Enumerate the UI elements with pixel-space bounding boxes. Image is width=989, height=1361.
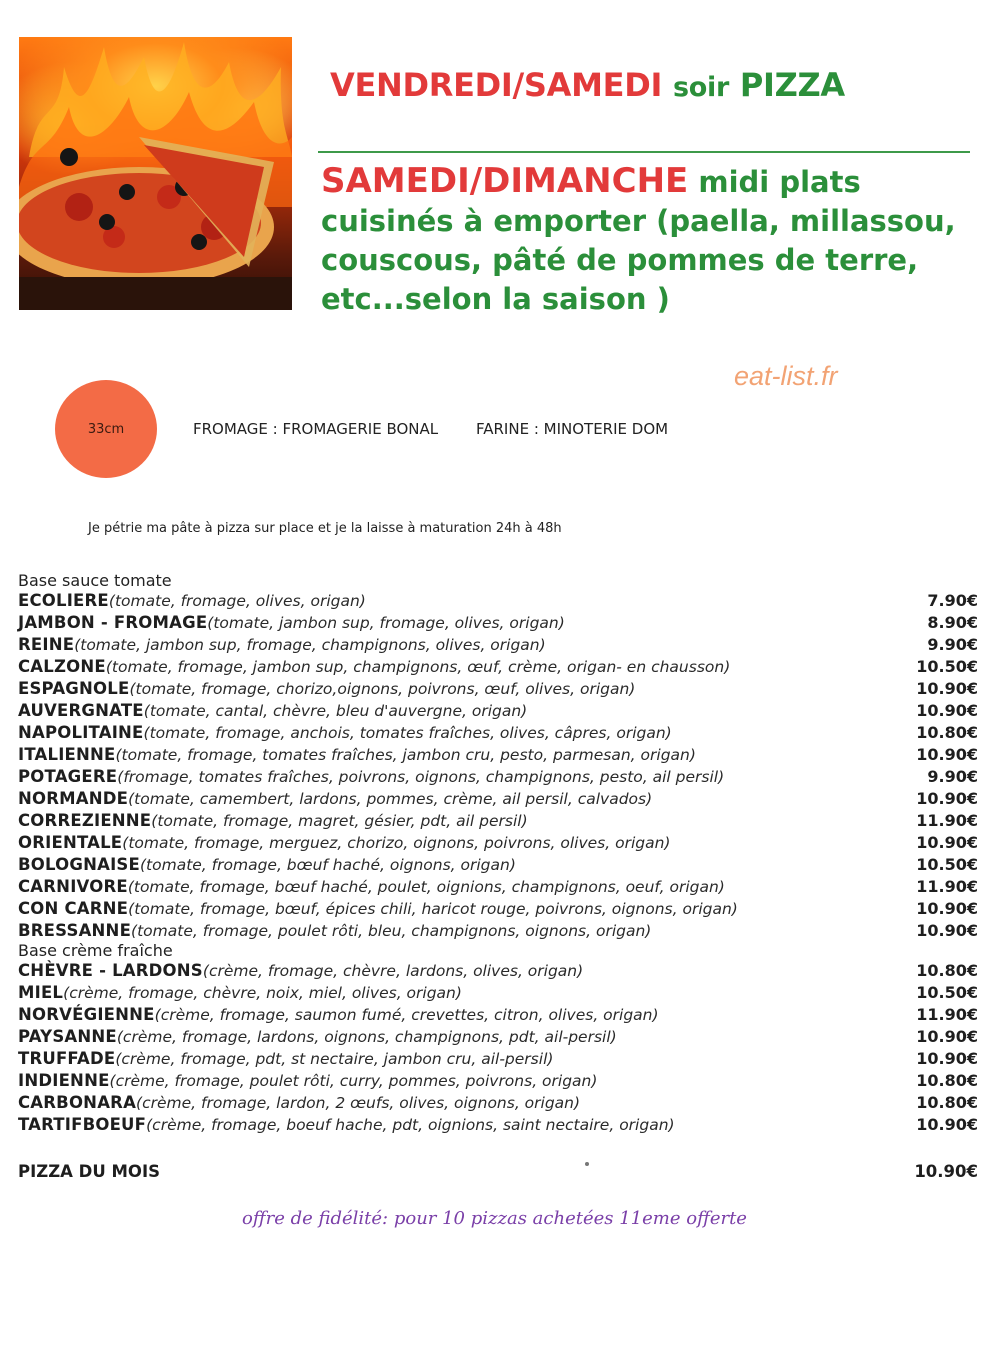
- menu-item-description: [18, 876, 725, 898]
- menu-item-description: [18, 854, 516, 876]
- pizza-ingredients: (crème, fromage, poulet rôti, curry, pommes, poivrons, origan): [109, 1072, 598, 1090]
- pizza-ingredients: (tomate, fromage, jambon sup, champignons, œuf, crème, origan- en chausson): [105, 658, 731, 676]
- pizza-ingredients: (tomate, fromage, magret, gésier, pdt, ail persil): [151, 812, 528, 830]
- pizza-ingredients: (crème, fromage, lardons, oignons, champignons, pdt, ail-persil): [116, 1028, 617, 1046]
- pizza-name: NORVÉGIENNE: [18, 1005, 155, 1024]
- pizza-price: 10.90€: [916, 679, 978, 698]
- menu-item: [18, 832, 978, 854]
- menu-item-description: [18, 1004, 659, 1026]
- divider: [318, 151, 970, 153]
- menu-item: [18, 876, 978, 898]
- menu-item-description: [18, 982, 462, 1004]
- pizza-price: 10.80€: [916, 723, 978, 742]
- pizza-photo: [19, 37, 292, 310]
- headline2-line: cuisinés à emporter (paella, millassou,: [321, 204, 956, 238]
- supplier-cheese: FROMAGE : FROMAGERIE BONAL: [193, 420, 439, 438]
- pizza-ingredients: (tomate, fromage, bœuf haché, oignons, origan): [139, 856, 516, 874]
- menu-item-description: [18, 1048, 553, 1070]
- pizza-ingredients: (tomate, fromage, poulet rôti, bleu, champignons, oignons, origan): [131, 922, 652, 940]
- pizza-ingredients: (tomate, jambon sup, fromage, olives, origan): [207, 614, 565, 632]
- pizza-name: AUVERGNATE: [18, 701, 144, 720]
- pizza-name: REINE: [18, 635, 75, 654]
- menu-item-description: [18, 788, 652, 810]
- menu-item-description: [18, 634, 546, 656]
- pizza-price: 10.90€: [916, 745, 978, 764]
- pizza-name: JAMBON - FROMAGE: [18, 613, 208, 632]
- menu-item: [18, 788, 978, 810]
- pizza-name: MIEL: [18, 983, 64, 1002]
- menu-item-description: [18, 700, 527, 722]
- menu-item-description: [18, 960, 583, 982]
- menu-item: [18, 920, 978, 942]
- menu-item: [18, 744, 978, 766]
- pizza-ingredients: (tomate, fromage, tomates fraîches, jambon cru, pesto, parmesan, origan): [115, 746, 696, 764]
- pizza-name: PAYSANNE: [18, 1027, 117, 1046]
- pizza-ingredients: (tomate, cantal, chèvre, bleu d'auvergne, origan): [143, 702, 528, 720]
- pizza-ingredients: (tomate, fromage, olives, origan): [108, 592, 366, 610]
- headline-what: PIZZA: [739, 66, 845, 104]
- menu-item-description: [18, 722, 672, 744]
- pizza-price: 10.50€: [916, 983, 978, 1002]
- headline2-text: midi plats: [698, 165, 861, 199]
- pizza-price: 10.90€: [916, 833, 978, 852]
- menu-item-description: [18, 1092, 580, 1114]
- menu-item: [18, 982, 978, 1004]
- menu-item-description: [18, 612, 565, 634]
- pizza-price: 10.80€: [916, 961, 978, 980]
- pizza-price: 9.90€: [927, 635, 978, 654]
- pizza-name: CORREZIENNE: [18, 811, 152, 830]
- pizza-ingredients: (tomate, fromage, bœuf haché, poulet, oignions, champignons, oeuf, origan): [127, 878, 725, 896]
- pizza-ingredients: (tomate, fromage, anchois, tomates fraîches, olives, câpres, origan): [143, 724, 672, 742]
- menu-item-description: [18, 1026, 617, 1048]
- menu-item: [18, 1092, 978, 1114]
- pizza-name: ECOLIERE: [18, 591, 109, 610]
- pizza-ingredients: (crème, fromage, lardon, 2 œufs, olives, oignons, origan): [136, 1094, 581, 1112]
- menu-item-description: [18, 1070, 597, 1092]
- pizza-price: 8.90€: [927, 613, 978, 632]
- menu-item-description: [18, 656, 730, 678]
- pizza-ingredients: (tomate, fromage, bœuf, épices chili, haricot rouge, poivrons, oignons, origan): [128, 900, 738, 918]
- headline-days: VENDREDI/SAMEDI: [330, 66, 663, 104]
- pizza-name: ITALIENNE: [18, 745, 116, 764]
- pizza-price: 11.90€: [916, 1005, 978, 1024]
- menu-item-description: [18, 810, 528, 832]
- pizza-price: 10.50€: [916, 657, 978, 676]
- menu-item-description: [18, 744, 696, 766]
- pizza-menu: [18, 572, 978, 1136]
- menu-item-description: [18, 590, 366, 612]
- size-badge: [55, 380, 157, 478]
- pizza-ingredients: (tomate, fromage, chorizo,oignons, poivrons, œuf, olives, origan): [129, 680, 636, 698]
- loyalty-offer: offre de fidélité: pour 10 pizzas achetées 11eme offerte: [242, 1208, 747, 1229]
- menu-item-description: [18, 832, 670, 854]
- pizza-name: POTAGERE: [18, 767, 118, 786]
- pizza-name: CARNIVORE: [18, 877, 128, 896]
- headline-saturday-sunday: [321, 162, 971, 319]
- pizza-name: NORMANDE: [18, 789, 129, 808]
- headline2-line: etc...selon la saison ): [321, 282, 670, 316]
- pizza-du-mois-label: PIZZA DU MOIS: [18, 1162, 160, 1181]
- pizza-name: CALZONE: [18, 657, 106, 676]
- menu-item: [18, 810, 978, 832]
- pizza-ingredients: (tomate, camembert, lardons, pommes, crème, ail persil, calvados): [128, 790, 653, 808]
- pizza-price: 10.80€: [916, 1071, 978, 1090]
- pizza-name: INDIENNE: [18, 1071, 110, 1090]
- menu-item: [18, 766, 978, 788]
- menu-item: [18, 722, 978, 744]
- pizza-name: CON CARNE: [18, 899, 129, 918]
- menu-item: [18, 590, 978, 612]
- menu-item-description: [18, 920, 651, 942]
- pizza-name: CARBONARA: [18, 1093, 137, 1112]
- supplier-flour: FARINE : MINOTERIE DOM: [476, 420, 669, 438]
- watermark: eat-list.fr: [734, 361, 838, 391]
- menu-item-description: [18, 678, 635, 700]
- size-badge-label: 33cm: [87, 421, 125, 437]
- menu-item-description: [18, 1114, 675, 1136]
- pizza-price: 10.90€: [916, 1115, 978, 1134]
- pizza-price: 10.80€: [916, 1093, 978, 1112]
- headline2-line: couscous, pâté de pommes de terre,: [321, 243, 919, 277]
- pizza-name: NAPOLITAINE: [18, 723, 144, 742]
- pizza-price: 10.90€: [916, 701, 978, 720]
- menu-item: [18, 678, 978, 700]
- pizza-price: 9.90€: [927, 767, 978, 786]
- pizza-ingredients: (crème, fromage, pdt, st nectaire, jambon cru, ail-persil): [115, 1050, 554, 1068]
- pizza-price: 10.50€: [916, 855, 978, 874]
- pizza-ingredients: (crème, fromage, boeuf hache, pdt, oignions, saint nectaire, origan): [146, 1116, 675, 1134]
- menu-item: [18, 612, 978, 634]
- menu-item: [18, 1114, 978, 1136]
- pizza-price: 10.90€: [916, 789, 978, 808]
- menu-item: [18, 1026, 978, 1048]
- menu-item: [18, 700, 978, 722]
- pizza-name: BOLOGNAISE: [18, 855, 140, 874]
- menu-item: [18, 1004, 978, 1026]
- pizza-price: 10.90€: [916, 899, 978, 918]
- headline2-days: SAMEDI/DIMANCHE: [321, 161, 689, 201]
- menu-item: [18, 1048, 978, 1070]
- pizza-ingredients: (crème, fromage, chèvre, noix, miel, olives, origan): [63, 984, 462, 1002]
- pizza-ingredients: (crème, fromage, chèvre, lardons, olives, origan): [202, 962, 584, 980]
- pizza-du-mois-price: 10.90€: [914, 1162, 978, 1181]
- pizza-ingredients: (crème, fromage, saumon fumé, crevettes, citron, olives, origan): [154, 1006, 659, 1024]
- pizza-name: BRESSANNE: [18, 921, 132, 940]
- pizza-name: ESPAGNOLE: [18, 679, 130, 698]
- pizza-price: 10.90€: [916, 921, 978, 940]
- menu-item: [18, 1070, 978, 1092]
- menu-item: [18, 898, 978, 920]
- menu-item: [18, 656, 978, 678]
- menu-item: [18, 854, 978, 876]
- menu-item: [18, 634, 978, 656]
- dough-note: Je pétrie ma pâte à pizza sur place et je la laisse à maturation 24h à 48h: [88, 521, 562, 536]
- section-title: Base sauce tomate: [18, 571, 172, 590]
- menu-item: [18, 960, 978, 982]
- pizza-ingredients: (fromage, tomates fraîches, poivrons, oignons, champignons, pesto, ail persil): [117, 768, 725, 786]
- headline-friday-saturday: [330, 66, 845, 104]
- menu-item-description: [18, 898, 738, 920]
- pizza-price: 10.90€: [916, 1027, 978, 1046]
- pizza-name: CHÈVRE - LARDONS: [18, 961, 203, 980]
- pizza-ingredients: (tomate, fromage, merguez, chorizo, oignons, poivrons, olives, origan): [122, 834, 671, 852]
- pizza-name: ORIENTALE: [18, 833, 123, 852]
- pizza-price: 10.90€: [916, 1049, 978, 1068]
- pizza-price: 11.90€: [916, 877, 978, 896]
- pizza-price: 7.90€: [927, 591, 978, 610]
- headline-time: soir: [672, 72, 729, 103]
- menu-item-description: [18, 766, 724, 788]
- section-title: Base crème fraîche: [18, 941, 173, 960]
- pizza-ingredients: (tomate, jambon sup, fromage, champignons, olives, origan): [74, 636, 546, 654]
- pizza-name: TARTIFBOEUF: [18, 1115, 147, 1134]
- pizza-name: TRUFFADE: [18, 1049, 116, 1068]
- pizza-price: 11.90€: [916, 811, 978, 830]
- pizza-du-mois: [18, 1162, 978, 1181]
